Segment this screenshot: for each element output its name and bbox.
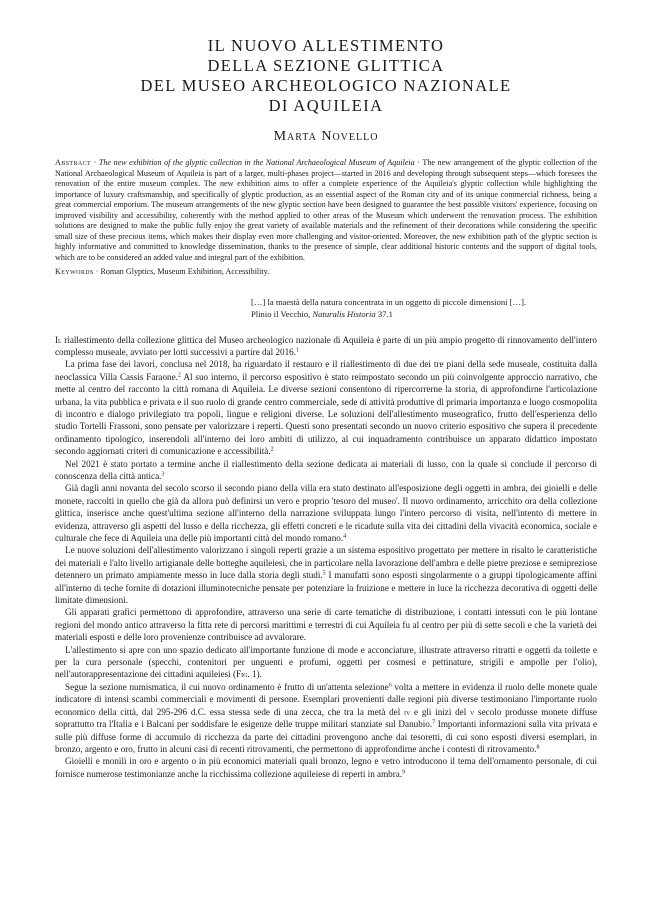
footnote-ref[interactable]: 8: [536, 744, 540, 751]
footnote-ref[interactable]: 7: [432, 719, 436, 726]
abstract: [55, 158, 597, 263]
title-line-4: DI AQUILEIA: [268, 96, 384, 115]
paragraph-7: [55, 644, 597, 681]
footnote-ref[interactable]: 1: [295, 347, 299, 354]
footnote-ref[interactable]: 2: [177, 372, 181, 379]
title-line-2: DELLA SEZIONE GLITTICA: [207, 56, 445, 75]
keywords: [55, 267, 597, 278]
paragraph-9-text: Gioielli e monili in oro e argento o in più economici materiali quali bronzo, legno e vetro introducono il tema dell'ornamento personale, di cui fornisce numerose testimonianze anche la ricchissima collezione aquileiese di reperti in ambra.: [55, 756, 597, 779]
paragraph-2: [55, 358, 597, 457]
paragraph-8-text-b: volta a mettere in evidenza il ruolo delle monete quale indicatore di intensi scambi commerciali e movimenti di persone. Esemplari provenienti dalle regioni più diverse testimoniano l'importante ruolo economico della città, dal 295-296 d.C. essa stessa sede di una zecca, che tra la metà del: [55, 681, 598, 717]
paragraph-8-text-e: Importanti informazioni sulla vita privata e sulle più diffuse forme di accumulo di ricchezza da parte dei cittadini provengono anche dai tesoretti, di cui sono esposti diversi esemplari, in bronzo, argento e oro, frutto in alcuni casi di recenti ritrovamenti, che permettono di approfondirne anche i contesti di ritrovamento.: [55, 719, 597, 754]
century-numeral: v: [469, 706, 475, 717]
abstract-separator: ·: [91, 158, 99, 167]
paragraph-2-text-a: La prima fase dei lavori, conclusa nel 2018, ha riguardato il restauro e il riallestimento di due dei tre piani della sede museale, costituita dalla neoclassica Villa Cassis Faraone.: [55, 359, 597, 382]
footnote-ref[interactable]: 5: [322, 570, 326, 577]
article-title: [55, 36, 597, 116]
paragraph-1-text: riallestimento della collezione glittica del Museo archeologico nazionale di Aquileia è parte di un più ampio progetto di rinnovamento dell'intero complesso museale, avviato per lotti successivi a partire dal 2016.: [55, 334, 597, 357]
paragraph-4-text: Già dagli anni novanta del secolo scorso il secondo piano della villa era stato destinato all'esposizione degli oggetti in ambra, dei gioielli e delle monete, raccolti in quello che già da allora può definirsi un vero e proprio 'tesoro del museo'. Il nuovo ordinamento, arricchito ora della collezione glittica, inserisce anche quest'ultima sezione all'interno della narrazione sviluppata lungo l'intero percorso di visita, nell'intento di mettere in evidenza, attraverso gli aspetti del lusso e della ricchezza, gli effetti concreti e le ricadute sulla vita dei cittadini della vivacità economica, sociale e culturale che fece di Aquileia una delle più importanti città del mondo romano.: [55, 483, 597, 543]
paragraph-6: [55, 606, 597, 643]
paragraph-5-text-b: I manufatti sono esposti singolarmente o a gruppi tipologicamente affini all'interno di teche fornite di dotazioni illuminotecniche pensate per potenziare la fruizione e mettere in luce la ricchezza decorativa di oggetti delle limitate dimensioni.: [55, 570, 597, 606]
paragraph-8-text-d: secolo produsse monete diffuse soprattutto tra l'Italia e i Balcani per soddisfare le esigenze delle truppe militari stanziate sul Danubio.: [55, 706, 597, 730]
paragraph-8: [55, 681, 597, 755]
footnote-ref[interactable]: 2: [270, 446, 274, 453]
epigraph-source: Naturalis Historia: [312, 309, 376, 319]
paragraph-9: [55, 755, 597, 780]
footnote-ref[interactable]: 4: [343, 533, 347, 540]
abstract-label: Abstract: [55, 158, 92, 167]
paragraph-8-text-c: e gli inizi del: [410, 706, 470, 717]
paragraph-7-text-b: 1).: [249, 669, 262, 680]
article-body: [55, 334, 597, 781]
epigraph-ref: 37.1: [375, 309, 393, 319]
article-page: [55, 36, 597, 780]
keywords-separator: ·: [93, 267, 101, 276]
footnote-ref[interactable]: 9: [402, 769, 406, 776]
paragraph-6-text: Gli apparati grafici permettono di approfondire, attraverso una serie di carte tematiche di distribuzione, i contatti intessuti con le più lontane regioni del mondo antico attraverso la fitta rete di percorsi marittimi e terrestri di cui Aquileia fu al centro per più di sette secoli e che la varietà dei materiali esposti e delle loro provenienze contribuisce ad avvalorare.: [55, 607, 597, 643]
dropcap-lead: Il: [55, 334, 62, 345]
epigraph: [251, 296, 597, 321]
paragraph-3: [55, 458, 597, 483]
title-line-1: IL NUOVO ALLESTIMENTO: [207, 36, 445, 55]
epigraph-attribution: [251, 308, 597, 321]
article-author: Marta Novello: [273, 129, 379, 144]
abstract-text: · The new arrangement of the glyptic collection of the National Archaeological Museum of Aquileia is part of a larger, multi-phases project—started in 2016 and developing through subsequent steps—which foresees the renovation of the entire museum complex. The new exhibition aims to offer a complete experience of the Aquileia's glyptic collection while highlighting the importance of luxury craftsmanship, and specifically of glyptic production, as an essential aspect of the Roman city and of its unique commercial richness, being a great commercial emporium. The museum arrangements of the new glyptic section have been designed to guarantee the best possible visitors' experience, focusing on improved visibility and accessibility, coherently with the method applied to other areas of the Museum which underwent the renovation process. The exhibition solutions are designed to make the public fully enjoy the great variety of available materials and the refinement of their decorations while considering the specific small size of these precious items, which makes their display even more challenging and visitor-oriented. Moreover, the new exhibition path of the glyptic section is highly informative and committed to knowledge dissemination, thanks to the presence of simple, clear additional historic contents and the support of digital tools, which are to be considered an added value and integral part of the exhibition.: [55, 158, 598, 262]
epigraph-quote: […] la maestà della natura concentrata in un oggetto di piccole dimensioni […].: [251, 296, 527, 307]
epigraph-author: Plinio il Vecchio,: [251, 309, 313, 319]
paragraph-1: [55, 334, 597, 359]
paragraph-2-text-b: Al suo interno, il percorso espositivo è stato reimpostato secondo un più coinvolgente approccio narrativo, che mette al centro del racconto la città romana di Aquileia. Le diverse sezioni consentono di ripercorrerne la storia, di approfondirne l'articolazione urbana, la vita pubblica e privata e il suo ruolo di grande centro commerciale, sede di attività produttive di primaria importanza e luogo cosmopolita di incontro e dialogo privilegiato tra popoli, lingue e religioni diverse. Le soluzioni dell'allestimento museografico, frutto dell'esperienza dello studio Tortelli Frassoni, sono pensate per valorizzare i reperti. Questi sono presentati secondo un nuovo criterio espositivo che supera il precedente ordinamento tipologico, inserendoli all'interno dei loro ambiti di utilizzo, al cui inquadramento contribuisce un apparato didattico impostato secondo aggiornati criteri di comunicazione e accessibilità.: [55, 371, 597, 457]
figure-ref[interactable]: Fig.: [236, 669, 250, 680]
century-numeral: iv: [404, 706, 411, 717]
paragraph-5-text-a: Le nuove soluzioni dell'allestimento valorizzano i singoli reperti grazie a un sistema espositivo progettato per mettere in risalto le caratteristiche dei materiali e l'alto livello artigianale delle botteghe aquileiesi, che in particolare nella lavorazione dell'ambra e delle pietre preziose e semipreziose detennero un primato ampiamente messo in luce dalla storia degli studi.: [55, 545, 597, 581]
footnote-ref[interactable]: 6: [388, 682, 392, 689]
keywords-text: Roman Glyptics, Museum Exhibition, Accessibility.: [100, 267, 270, 276]
paragraph-4: [55, 482, 597, 544]
keywords-label: Keywords: [55, 267, 94, 276]
paragraph-3-text: Nel 2021 è stato portato a termine anche il riallestimento della sezione dedicata ai materiali di lusso, con la quale si conclude il percorso di conoscenza della città antica.: [55, 458, 597, 481]
abstract-english-title: The new exhibition of the glyptic collection in the National Archaeological Museum of Aquileia: [98, 158, 415, 167]
footnote-ref[interactable]: 3: [161, 471, 165, 478]
paragraph-5: [55, 544, 597, 606]
title-line-3: DEL MUSEO ARCHEOLOGICO NAZIONALE: [140, 76, 512, 95]
paragraph-7-text-a: L'allestimento si apre con uno spazio dedicato all'importante funzione di mode e acconciature, illustrate attraverso ritratti e oggetti da toilette e per la cura personale (specchi, contenitori per unguenti e profumi, oggetti per cosmesi e pettinature, strigili e ampolle per l'olio), nell'autorappresentazione dei cittadini aquileiesi (: [55, 644, 597, 680]
paragraph-8-text-a: Segue la sezione numismatica, il cui nuovo ordinamento è frutto di un'attenta selezione: [65, 681, 389, 692]
